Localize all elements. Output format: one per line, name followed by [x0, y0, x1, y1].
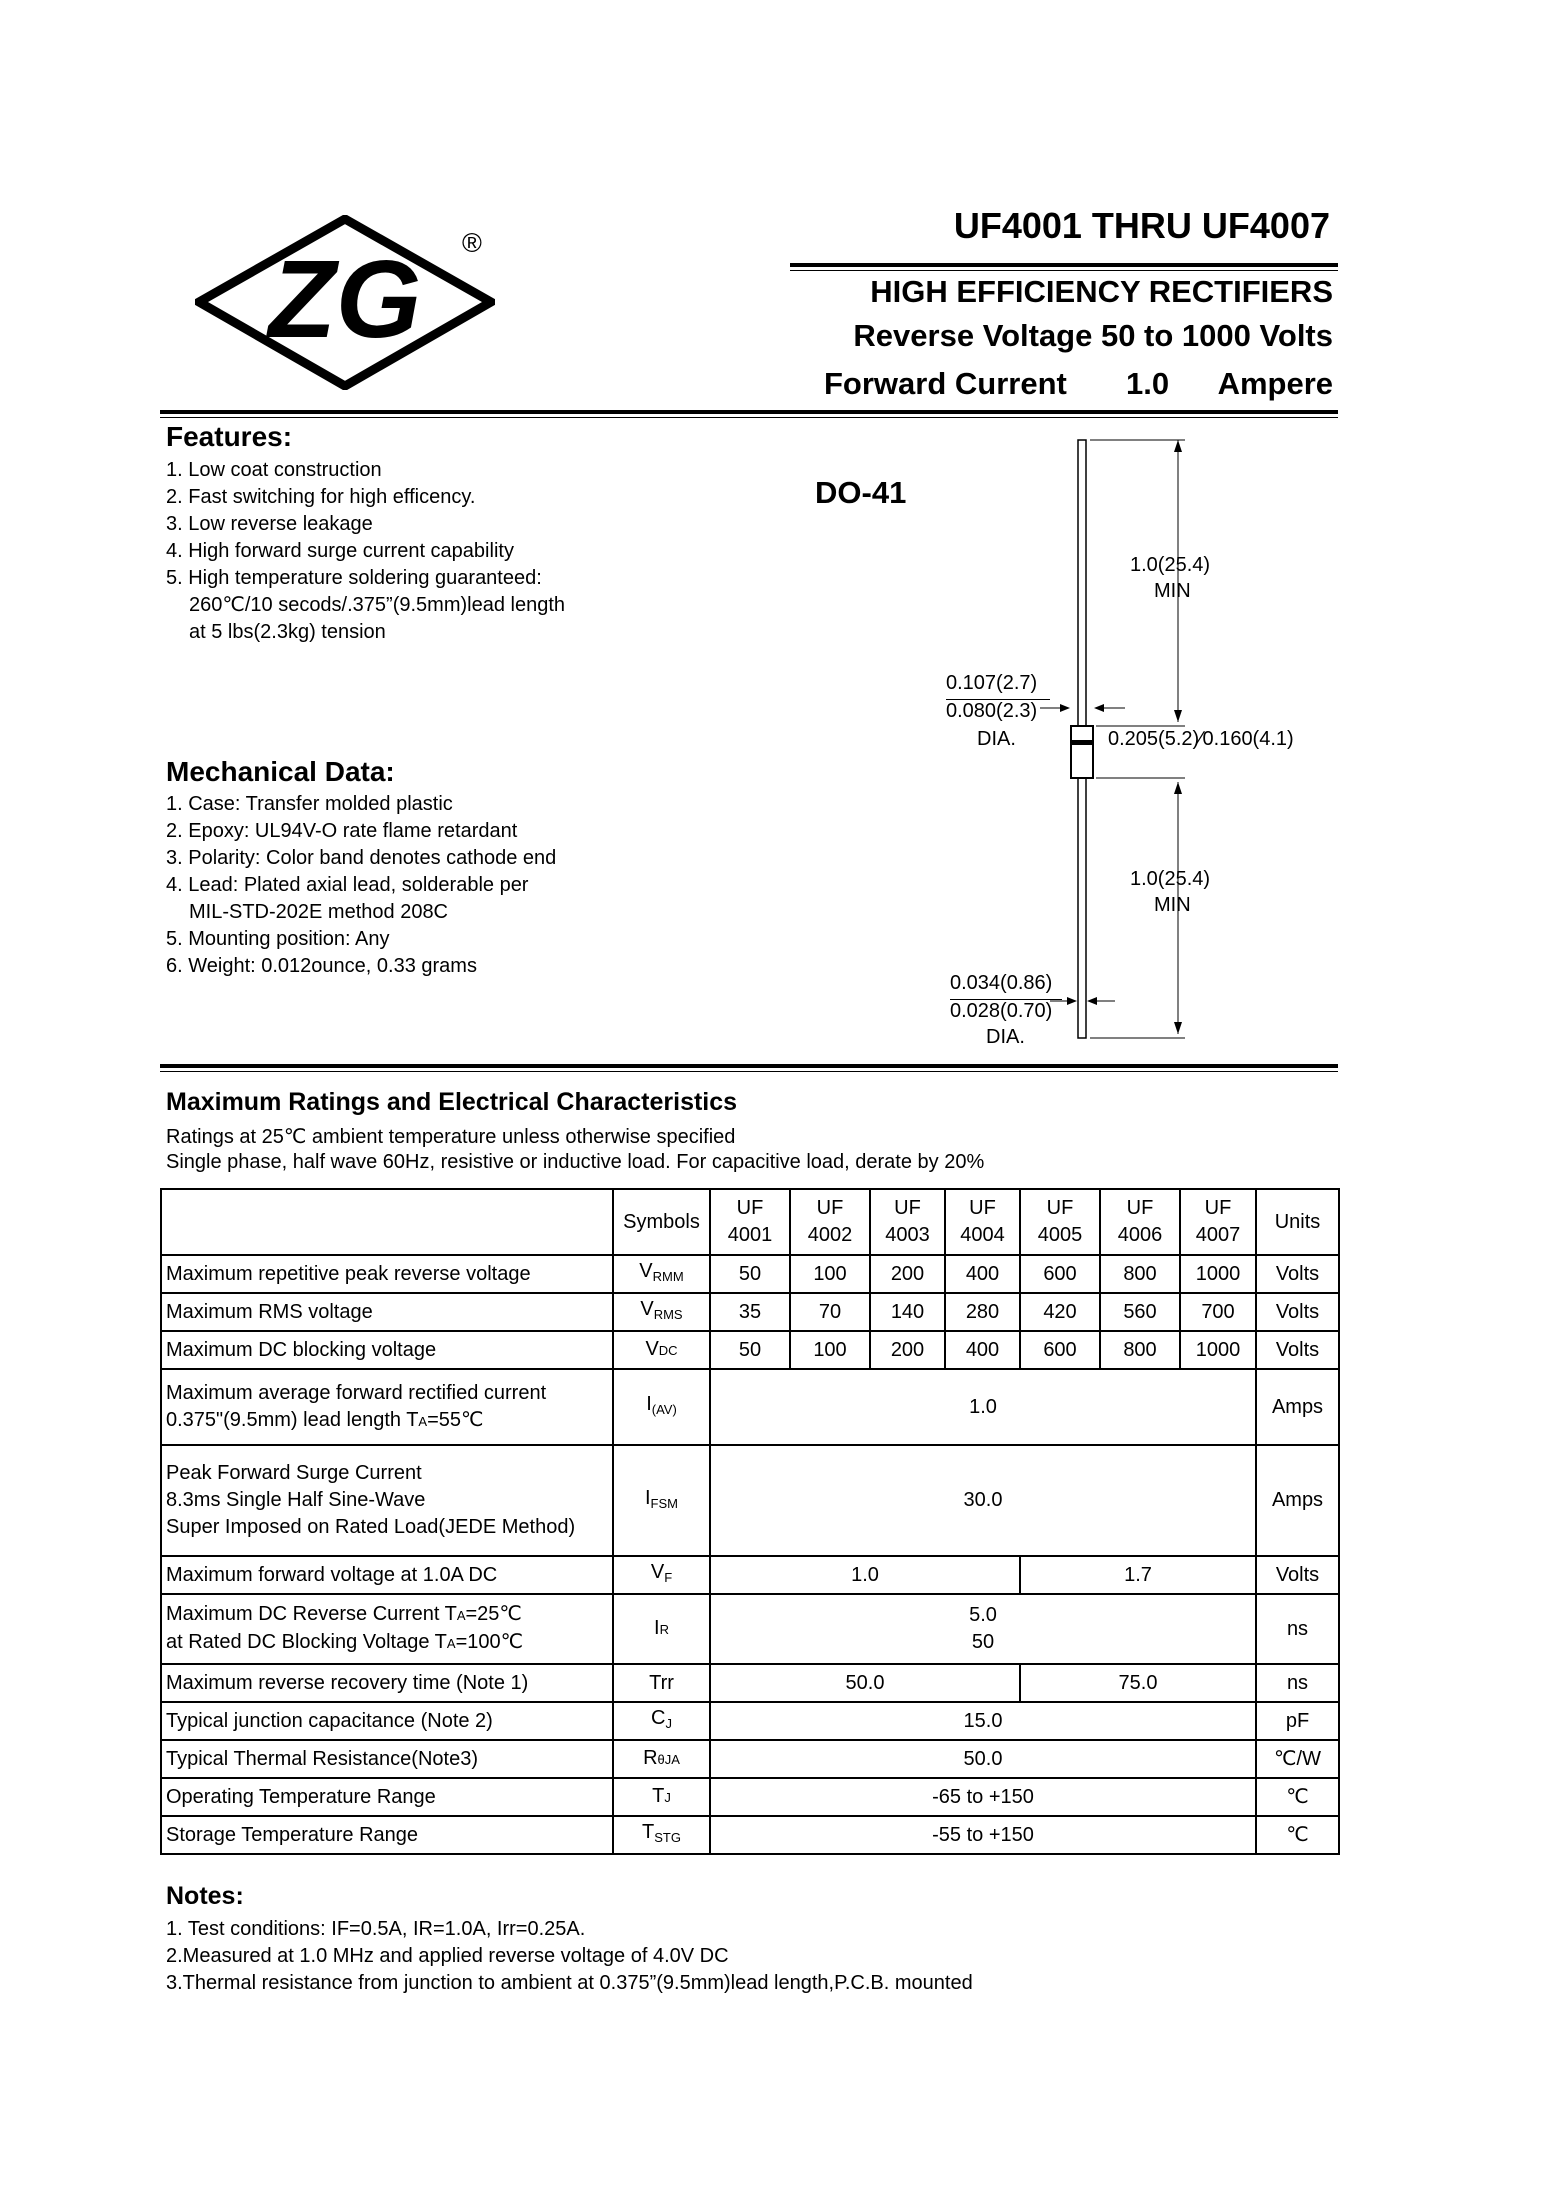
table-row [161, 1293, 1339, 1331]
unit-cell: ns [1256, 1664, 1339, 1702]
param-label: Maximum repetitive peak reverse voltage [161, 1255, 613, 1293]
mechanical-item: 6. Weight: 0.012ounce, 0.33 grams [166, 955, 477, 977]
value-cell: 50.0 [710, 1664, 1020, 1702]
ratings-table [160, 1188, 1340, 1855]
unit-cell: Volts [1256, 1255, 1339, 1293]
ratings-title: Maximum Ratings and Electrical Characteristics [166, 1088, 738, 1116]
param-label: Storage Temperature Range [161, 1816, 613, 1854]
dim-body-dia-min: 0.080(2.3) [946, 700, 1038, 722]
dim-lead-dia-max: 0.034(0.86) [950, 972, 1053, 994]
unit-cell: Volts [1256, 1293, 1339, 1331]
feature-item: 3. Low reverse leakage [166, 513, 373, 535]
feature-item: 2. Fast switching for high efficency. [166, 486, 476, 508]
param-label: Operating Temperature Range [161, 1778, 613, 1816]
unit-cell: pF [1256, 1702, 1339, 1740]
value-cell: 800 [1100, 1331, 1180, 1369]
mechanical-item: 5. Mounting position: Any [166, 928, 390, 950]
title-rule-thick [790, 263, 1338, 267]
feature-item: 1. Low coat construction [166, 459, 382, 481]
part-range-title: UF4001 THRU UF4007 [953, 205, 1330, 246]
dim-lead-length-top: 1.0(25.4) [1130, 554, 1211, 576]
header-rule-thin [160, 417, 1338, 418]
symbol-cell: $I_{(AV)}$ [613, 1369, 710, 1445]
mechanical-item: MIL-STD-202E method 208C [189, 901, 449, 923]
reverse-voltage: Reverse Voltage 50 to 1000 Volts [853, 318, 1333, 353]
forward-current-value: 1.0 [1126, 366, 1170, 401]
value-cell: 280 [945, 1293, 1020, 1331]
feature-item: 4. High forward surge current capability [166, 540, 514, 562]
header-symbols: Symbols [613, 1189, 710, 1255]
forward-current-label: Forward Current [824, 366, 1067, 401]
value-cell: 100 [790, 1331, 870, 1369]
mechanical-title: Mechanical Data: [166, 756, 395, 787]
value-cell: 15.0 [710, 1702, 1256, 1740]
symbol-cell: $T_{STG}$ [613, 1816, 710, 1854]
value-cell: 600 [1020, 1255, 1100, 1293]
dim-body-length: 0.205(5.2)∕0.160(4.1) [1108, 728, 1294, 750]
value-cell: 140 [870, 1293, 945, 1331]
table-row [161, 1816, 1339, 1854]
symbol-cell: $V_{RMS}$ [613, 1293, 710, 1331]
section-rule-thin [160, 1071, 1338, 1072]
symbol-cell: VDC [613, 1331, 710, 1369]
value-cell: 75.0 [1020, 1664, 1256, 1702]
param-label: Maximum average forward rectified current 0.375"(9.5mm) lead length TA=55℃ [161, 1369, 613, 1445]
dim-body-dia-label: DIA. [977, 728, 1016, 750]
value-cell: 560 [1100, 1293, 1180, 1331]
value-cell: 1.7 [1020, 1556, 1256, 1594]
unit-cell: ns [1256, 1594, 1339, 1664]
unit-cell: Amps [1256, 1445, 1339, 1556]
dim-lead-dia-label: DIA. [986, 1026, 1025, 1048]
note-item: 1. Test conditions: IF=0.5A, IR=1.0A, Irr=0.25A. [166, 1918, 586, 1940]
param-label: Maximum forward voltage at 1.0A DC [161, 1556, 613, 1594]
value-cell: 200 [870, 1255, 945, 1293]
value-cell: 50.0 [710, 1740, 1256, 1778]
header-part: UF 4007 [1180, 1189, 1256, 1255]
feature-item: 260℃/10 secods/.375”(9.5mm)lead length [189, 594, 566, 616]
table-row [161, 1556, 1339, 1594]
value-cell: 1000 [1180, 1255, 1256, 1293]
unit-cell: Amps [1256, 1369, 1339, 1445]
value-cell: 420 [1020, 1293, 1100, 1331]
header-part: UF 4006 [1100, 1189, 1180, 1255]
note-item: 3.Thermal resistance from junction to ambient at 0.375”(9.5mm)lead length,P.C.B. mounted [166, 1972, 973, 1994]
unit-cell: ℃ [1256, 1816, 1339, 1854]
value-cell: 100 [790, 1255, 870, 1293]
mechanical-item: 1. Case: Transfer molded plastic [166, 793, 453, 815]
param-label: Maximum DC Reverse Current TA=25℃ at Rated DC Blocking Voltage TA=100℃ [161, 1594, 613, 1664]
value-cell: 50 [710, 1331, 790, 1369]
device-type: HIGH EFFICIENCY RECTIFIERS [870, 274, 1333, 309]
mechanical-item: 3. Polarity: Color band denotes cathode end [166, 847, 557, 869]
ratings-note-temperature: Ratings at 25℃ ambient temperature unless otherwise specified [166, 1126, 736, 1148]
feature-item: 5. High temperature soldering guaranteed: [166, 567, 542, 589]
value-cell: 400 [945, 1255, 1020, 1293]
value-cell: -55 to +150 [710, 1816, 1256, 1854]
header-part: UF 4005 [1020, 1189, 1100, 1255]
symbol-cell: RθJA [613, 1740, 710, 1778]
dim-lead-dia-min: 0.028(0.70) [950, 1000, 1053, 1022]
table-row [161, 1369, 1339, 1445]
title-rule-thin [790, 270, 1338, 271]
symbol-cell: $V_{RMM}$ [613, 1255, 710, 1293]
value-cell: -65 to +150 [710, 1778, 1256, 1816]
unit-cell: ℃ [1256, 1778, 1339, 1816]
features-title: Features: [166, 421, 293, 452]
notes-title: Notes: [166, 1882, 244, 1910]
section-rule-thick [160, 1064, 1338, 1068]
table-row [161, 1445, 1339, 1556]
value-cell: 30.0 [710, 1445, 1256, 1556]
table-row [161, 1702, 1339, 1740]
header-part: UF 4003 [870, 1189, 945, 1255]
table-row [161, 1740, 1339, 1778]
symbol-cell: TJ [613, 1778, 710, 1816]
header-part: UF 4004 [945, 1189, 1020, 1255]
symbol-cell: Trr [613, 1664, 710, 1702]
dim-lead-length-bottom-min: MIN [1154, 894, 1191, 916]
header-part: UF 4001 [710, 1189, 790, 1255]
value-cell: 700 [1180, 1293, 1256, 1331]
header-rule-thick [160, 410, 1338, 414]
package-name: DO-41 [815, 475, 907, 510]
note-item: 2.Measured at 1.0 MHz and applied reverse voltage of 4.0V DC [166, 1945, 729, 1967]
value-cell: 1.0 [710, 1556, 1020, 1594]
feature-item: at 5 lbs(2.3kg) tension [189, 621, 386, 643]
mechanical-item: 4. Lead: Plated axial lead, solderable per [166, 874, 529, 896]
table-row [161, 1255, 1339, 1293]
unit-cell: Volts [1256, 1556, 1339, 1594]
mechanical-item: 2. Epoxy: UL94V-O rate flame retardant [166, 820, 518, 842]
param-label: Typical Thermal Resistance(Note3) [161, 1740, 613, 1778]
value-cell: 400 [945, 1331, 1020, 1369]
header-blank [161, 1189, 613, 1255]
forward-current-unit: Ampere [1217, 366, 1333, 401]
dim-lead-length-top-min: MIN [1154, 580, 1191, 602]
registered-mark: ® [462, 228, 482, 258]
notes-list [166, 1916, 973, 1997]
param-label: Maximum RMS voltage [161, 1293, 613, 1331]
table-row [161, 1594, 1339, 1664]
value-cell: 50 [710, 1255, 790, 1293]
symbol-cell: $V_F$ [613, 1556, 710, 1594]
symbol-cell: IR [613, 1594, 710, 1664]
table-header-row [161, 1189, 1339, 1255]
param-label: Maximum DC blocking voltage [161, 1331, 613, 1369]
mechanical-list [166, 791, 556, 980]
param-label: Peak Forward Surge Current 8.3ms Single Half Sine-Wave Super Imposed on Rated Load(JEDE Method) [161, 1445, 613, 1556]
value-cell: 600 [1020, 1331, 1100, 1369]
value-cell: 1000 [1180, 1331, 1256, 1369]
header-part: UF 4002 [790, 1189, 870, 1255]
param-label: Typical junction capacitance (Note 2) [161, 1702, 613, 1740]
table-row [161, 1778, 1339, 1816]
ratings-note-load: Single phase, half wave 60Hz, resistive or inductive load. For capacitive load, derate by 20% [166, 1151, 985, 1173]
value-cell: 200 [870, 1331, 945, 1369]
dim-body-dia-max: 0.107(2.7) [946, 672, 1038, 694]
unit-cell: ℃/W [1256, 1740, 1339, 1778]
table-row [161, 1664, 1339, 1702]
unit-cell: Volts [1256, 1331, 1339, 1369]
symbol-cell: $I_{FSM}$ [613, 1445, 710, 1556]
table-row [161, 1331, 1339, 1369]
features-list [166, 457, 565, 646]
value-cell: 1.0 [710, 1369, 1256, 1445]
symbol-cell: $C_J$ [613, 1702, 710, 1740]
dim-lead-length-bottom: 1.0(25.4) [1130, 868, 1211, 890]
header-units: Units [1256, 1189, 1339, 1255]
param-label: Maximum reverse recovery time (Note 1) [161, 1664, 613, 1702]
company-logo [195, 215, 495, 390]
logo-text: ZG [268, 238, 422, 361]
value-cell: 800 [1100, 1255, 1180, 1293]
value-cell: 5.0 50 [710, 1594, 1256, 1664]
value-cell: 70 [790, 1293, 870, 1331]
value-cell: 35 [710, 1293, 790, 1331]
